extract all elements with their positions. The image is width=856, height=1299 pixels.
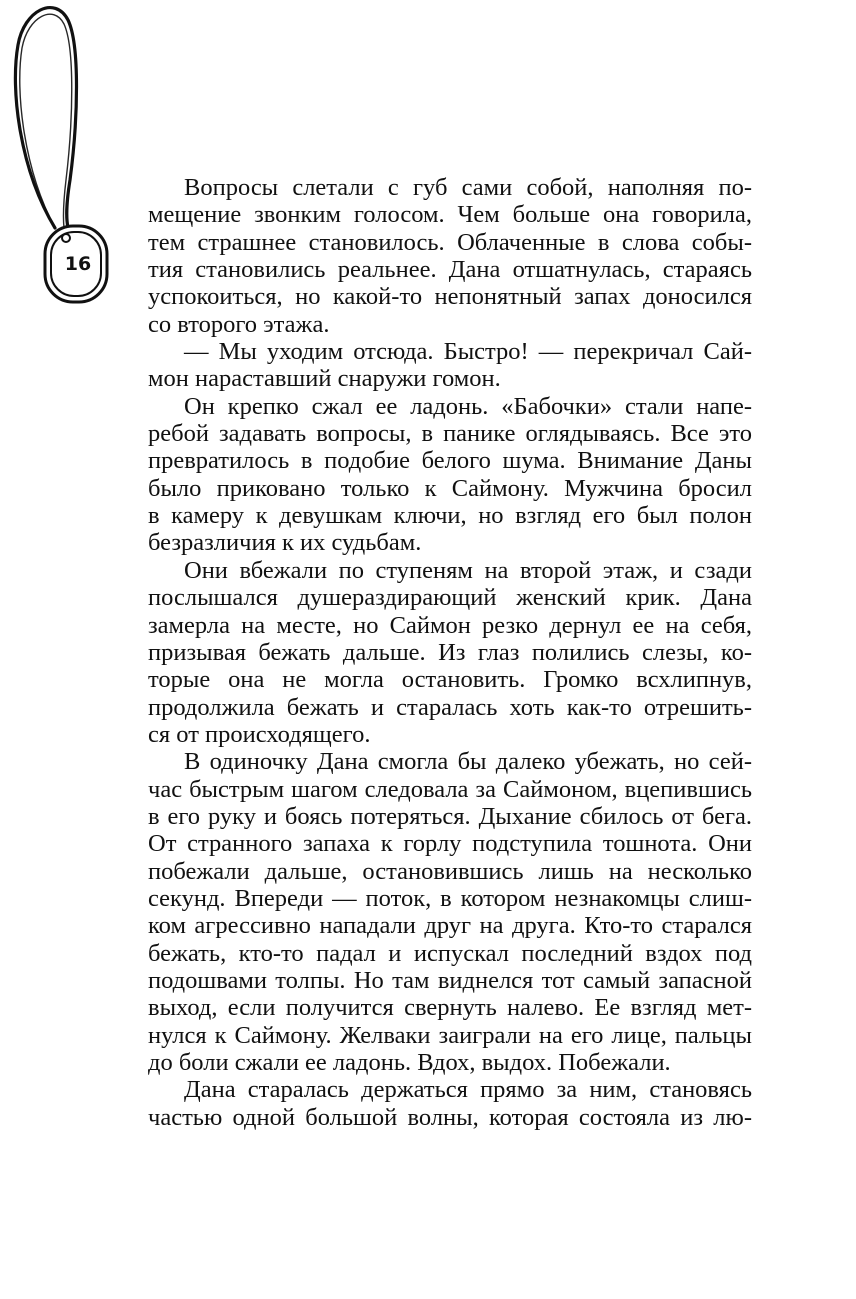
text-line: призывая бежать дальше. Из глаз полились слезы, ко- — [148, 638, 752, 666]
text-line: час быстрым шагом следовала за Саймоном, вцепившись — [148, 775, 752, 803]
text-line: успокоиться, но какой-то непонятный запах доносился — [148, 283, 752, 311]
text-line: продолжила бежать и старалась хоть как-то отрешить- — [148, 693, 752, 721]
text-line: подошвами толпы. Но там виднелся тот самый запасной — [148, 966, 752, 994]
text-line: Дана старалась держаться прямо за ним, становясь — [184, 1076, 752, 1104]
text-line: мещение звонким голосом. Чем больше она говорила, — [148, 201, 752, 229]
text-line: выход, если получится свернуть налево. Ее взгляд мет- — [148, 994, 752, 1022]
text-line: ся от происходящего. — [148, 720, 371, 748]
body-text — [148, 174, 752, 1131]
text-line: частью одной большой волны, которая состояла из лю- — [148, 1103, 752, 1131]
text-line: со второго этажа. — [148, 310, 330, 338]
text-line: ребой задавать вопросы, в панике оглядываясь. Все это — [148, 420, 752, 448]
text-line: ком агрессивно нападали друг на друга. Кто-то старался — [148, 912, 752, 940]
text-line: безразличия к их судьбам. — [148, 529, 422, 557]
text-line: нулся к Саймону. Желваки заиграли на его лице, пальцы — [148, 1021, 752, 1049]
text-line: в его руку и боясь потеряться. Дыхание сбилось от бега. — [148, 802, 752, 830]
text-line: секунд. Впереди — поток, в котором незнакомцы слиш- — [148, 884, 752, 912]
text-line: побежали дальше, остановившись лишь на несколько — [148, 857, 752, 885]
text-line: бежать, кто-то падал и испускал последний вздох под — [148, 939, 752, 967]
text-line: в камеру к девушкам ключи, но взгляд его был полон — [148, 502, 752, 530]
text-line: превратилось в подобие белого шума. Внимание Даны — [148, 447, 752, 475]
text-line: тия становились реальнее. Дана отшатнулась, стараясь — [148, 256, 752, 284]
text-line: — Мы уходим отсюда. Быстро! — перекричал Сай- — [184, 338, 752, 366]
text-line: В одиночку Дана смогла бы далеко убежать, но сей- — [184, 748, 752, 776]
text-line: торые она не могла остановить. Громко всхлипнув, — [148, 666, 752, 694]
text-line: до боли сжали ее ладонь. Вдох, выдох. Побежали. — [148, 1049, 671, 1076]
text-line: Он крепко сжал ее ладонь. «Бабочки» стали напе- — [184, 392, 752, 420]
text-line: мон нараставший снаружи гомон. — [148, 365, 501, 393]
text-line: послышался душераздирающий женский крик. Дана — [148, 584, 752, 612]
page-number: 16 — [64, 253, 92, 275]
text-line: Они вбежали по ступеням на второй этаж, и сзади — [184, 556, 752, 584]
text-line: тем страшнее становилось. Облаченные в слова собы- — [148, 228, 752, 256]
text-line: От странного запаха к горлу подступила тошнота. Они — [148, 830, 752, 858]
text-line: замерла на месте, но Саймон резко дернул ее на себя, — [148, 611, 752, 639]
text-line: было приковано только к Саймону. Мужчина бросил — [148, 474, 752, 502]
text-line: Вопросы слетали с губ сами собой, наполняя по- — [184, 174, 752, 201]
